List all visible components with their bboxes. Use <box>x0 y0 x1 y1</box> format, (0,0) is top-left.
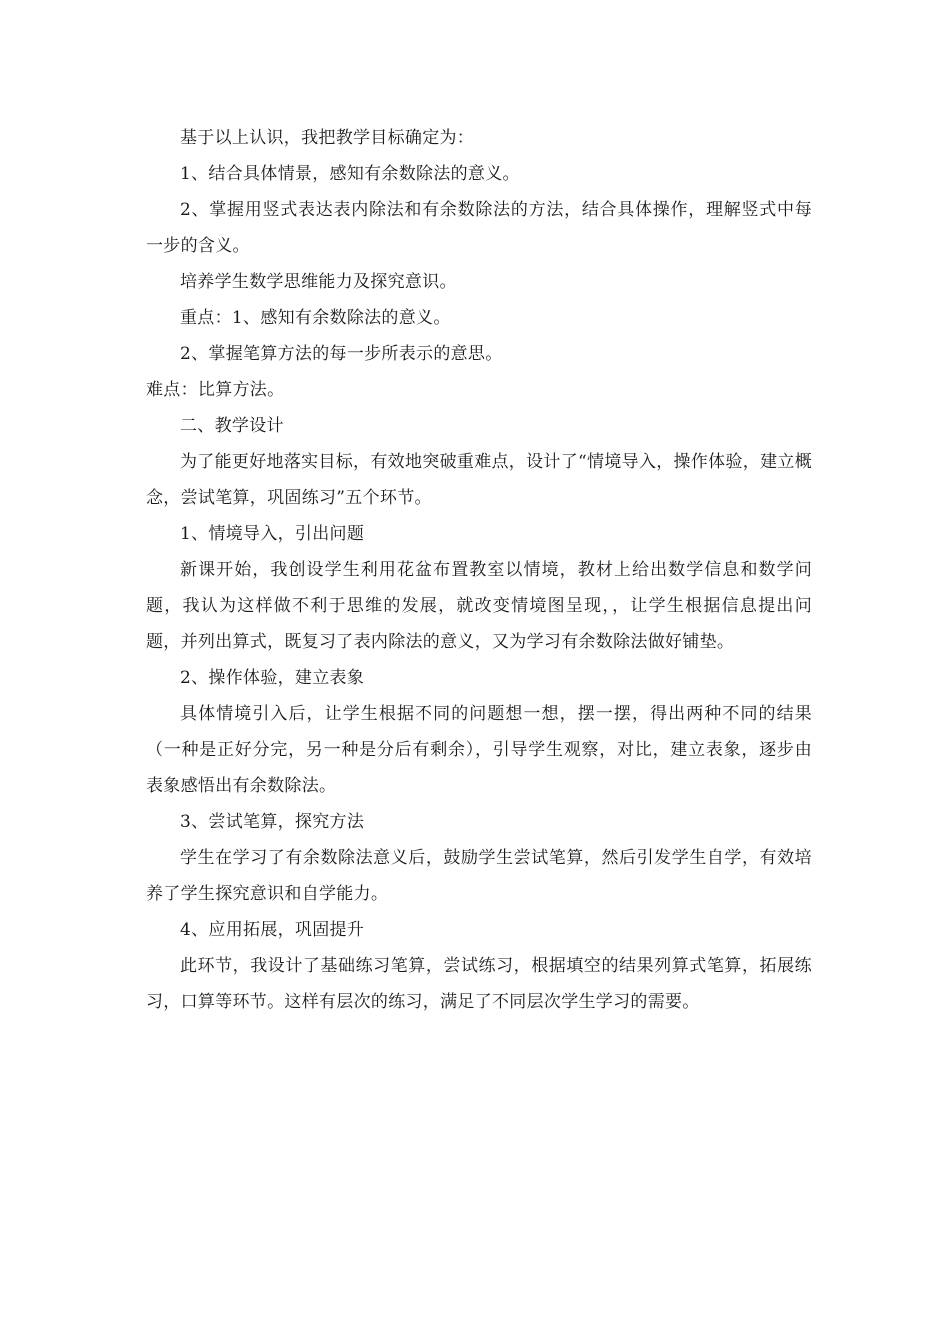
subheading-step-4: 4、应用拓展，巩固提升 <box>180 920 365 940</box>
paragraph-intro: 基于以上认识，我把教学目标确定为： <box>180 128 475 148</box>
paragraph-goal-1: 1、结合具体情景，感知有余数除法的意义。 <box>180 164 520 184</box>
section-heading-teaching-design: 二、教学设计 <box>180 416 284 436</box>
paragraph-key-point-1: 重点：1、感知有余数除法的意义。 <box>180 308 451 328</box>
paragraph-step-4: 此环节，我设计了基础练习笔算，尝试练习，根据填空的结果列算式笔算，拓展练习，口算等环节。这样有层次的练习，满足了不同层次学生学习的需要。 <box>146 956 812 1012</box>
paragraph-design-overview: 为了能更好地落实目标，有效地突破重难点，设计了“情境导入，操作体验，建立概念，尝试笔算，巩固练习”五个环节。 <box>146 452 812 508</box>
paragraph-difficulty: 难点：比算方法。 <box>146 380 285 400</box>
paragraph-goal-3: 培养学生数学思维能力及探究意识。 <box>180 272 457 292</box>
subheading-step-1: 1、情境导入，引出问题 <box>180 524 365 544</box>
paragraph-step-1: 新课开始，我创设学生利用花盆布置教室以情境，教材上给出数学信息和数学问题，我认为这样做不利于思维的发展，就改变情境图呈现，，让学生根据信息提出问题，并列出算式，既复习了表内除法的意义，又为学习有余数除法做好铺垫。 <box>146 560 812 652</box>
paragraph-step-2: 具体情境引入后，让学生根据不同的问题想一想，摆一摆，得出两种不同的结果（一种是正好分完，另一种是分后有剩余），引导学生观察，对比，建立表象，逐步由表象感悟出有余数除法。 <box>146 704 812 796</box>
paragraph-key-point-2: 2、掌握笔算方法的每一步所表示的意思。 <box>180 344 503 364</box>
paragraph-goal-2: 2、掌握用竖式表达表内除法和有余数除法的方法，结合具体操作，理解竖式中每一步的含义。 <box>146 200 812 256</box>
document-body <box>146 120 812 1020</box>
subheading-step-3: 3、尝试笔算，探究方法 <box>180 812 365 832</box>
paragraph-step-3: 学生在学习了有余数除法意义后，鼓励学生尝试笔算，然后引发学生自学，有效培养了学生探究意识和自学能力。 <box>146 848 812 904</box>
subheading-step-2: 2、操作体验，建立表象 <box>180 668 365 688</box>
